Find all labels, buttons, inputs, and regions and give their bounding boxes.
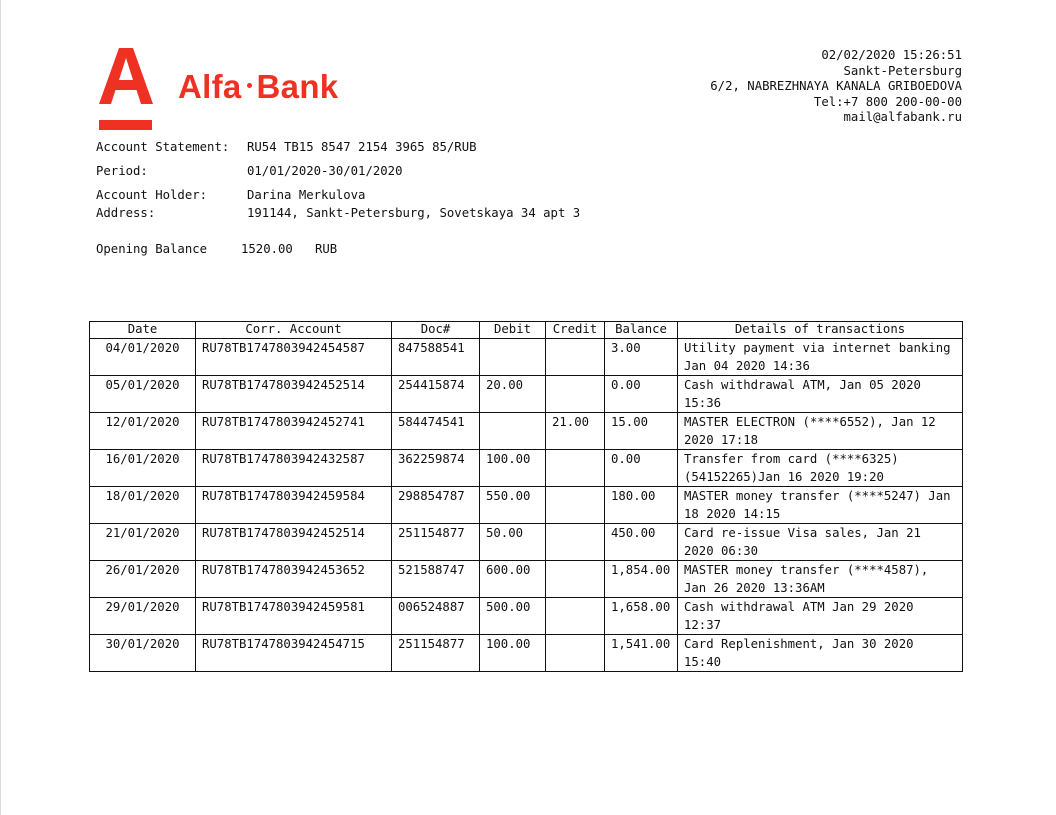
cell-debit: 600.00 (480, 561, 546, 598)
cell-corr-account: RU78TB1747803942452514 (196, 524, 392, 561)
table-row (90, 487, 963, 524)
cell-doc: 584474541 (392, 413, 480, 450)
cell-credit: 21.00 (546, 413, 605, 450)
cell-balance: 450.00 (605, 524, 678, 561)
transactions-table (89, 321, 963, 672)
table-header-row (90, 322, 963, 339)
header-debit: Debit (480, 322, 546, 339)
opening-balance-currency: RUB (315, 242, 338, 256)
cell-date: 04/01/2020 (90, 339, 196, 376)
cell-corr-account: RU78TB1747803942459584 (196, 487, 392, 524)
cell-balance: 0.00 (605, 450, 678, 487)
cell-details: Transfer from card (****6325) (54152265)Jan 16 2020 19:20 (678, 450, 963, 487)
cell-credit (546, 524, 605, 561)
cell-details: Cash withdrawal ATM, Jan 05 2020 15:36 (678, 376, 963, 413)
cell-corr-account: RU78TB1747803942454715 (196, 635, 392, 672)
bank-phone: Tel:+7 800 200-00-00 (813, 94, 962, 109)
header-date: Date (90, 322, 196, 339)
cell-balance: 1,854.00 (605, 561, 678, 598)
cell-credit (546, 635, 605, 672)
cell-doc: 251154877 (392, 635, 480, 672)
cell-date: 29/01/2020 (90, 598, 196, 635)
cell-details: Utility payment via internet banking Jan 04 2020 14:36 (678, 339, 963, 376)
cell-doc: 362259874 (392, 450, 480, 487)
account-holder-label: Account Holder: (96, 188, 208, 202)
alfa-logo-icon (98, 46, 154, 132)
table-row (90, 376, 963, 413)
cell-details: MASTER money transfer (****5247) Jan 18 2020 14:15 (678, 487, 963, 524)
cell-debit: 100.00 (480, 450, 546, 487)
table-row (90, 339, 963, 376)
cell-corr-account: RU78TB1747803942459581 (196, 598, 392, 635)
cell-balance: 0.00 (605, 376, 678, 413)
header-corr-account: Corr. Account (196, 322, 392, 339)
cell-date: 16/01/2020 (90, 450, 196, 487)
cell-corr-account: RU78TB1747803942452741 (196, 413, 392, 450)
statement-datetime: 02/02/2020 15:26:51 (821, 48, 962, 62)
brand-name (178, 68, 338, 106)
cell-date: 26/01/2020 (90, 561, 196, 598)
bank-city: Sankt-Petersburg (843, 63, 962, 78)
cell-doc: 254415874 (392, 376, 480, 413)
cell-credit (546, 450, 605, 487)
cell-debit: 100.00 (480, 635, 546, 672)
cell-doc: 847588541 (392, 339, 480, 376)
cell-balance: 15.00 (605, 413, 678, 450)
cell-balance: 1,658.00 (605, 598, 678, 635)
cell-details: MASTER money transfer (****4587), Jan 26 2020 13:36AM (678, 561, 963, 598)
cell-details: Cash withdrawal ATM Jan 29 2020 12:37 (678, 598, 963, 635)
account-statement-value: RU54 TB15 8547 2154 3965 85/RUB (247, 140, 477, 154)
table-row (90, 561, 963, 598)
table-row (90, 635, 963, 672)
brand-name-right: Bank (256, 68, 339, 105)
table-row (90, 413, 963, 450)
cell-doc: 298854787 (392, 487, 480, 524)
cell-balance: 180.00 (605, 487, 678, 524)
cell-debit: 500.00 (480, 598, 546, 635)
account-statement-label: Account Statement: (96, 140, 230, 154)
cell-debit: 20.00 (480, 376, 546, 413)
header-doc: Doc# (392, 322, 480, 339)
cell-details: MASTER ELECTRON (****6552), Jan 12 2020 17:18 (678, 413, 963, 450)
cell-credit (546, 598, 605, 635)
cell-corr-account: RU78TB1747803942453652 (196, 561, 392, 598)
cell-date: 18/01/2020 (90, 487, 196, 524)
cell-date: 30/01/2020 (90, 635, 196, 672)
cell-debit: 50.00 (480, 524, 546, 561)
cell-doc: 006524887 (392, 598, 480, 635)
table-row (90, 450, 963, 487)
opening-balance-value: 1520.00 (241, 242, 293, 256)
cell-credit (546, 376, 605, 413)
alfa-bank-logo (98, 46, 338, 132)
cell-date: 12/01/2020 (90, 413, 196, 450)
page-border (0, 0, 1, 815)
bank-info (710, 48, 962, 126)
header-details: Details of transactions (678, 322, 963, 339)
brand-name-left: Alfa (178, 68, 242, 105)
cell-details: Card re-issue Visa sales, Jan 21 2020 06:30 (678, 524, 963, 561)
address-label: Address: (96, 206, 156, 220)
cell-credit (546, 561, 605, 598)
cell-date: 05/01/2020 (90, 376, 196, 413)
table-row (90, 598, 963, 635)
period-value: 01/01/2020-30/01/2020 (247, 164, 403, 178)
cell-doc: 251154877 (392, 524, 480, 561)
cell-credit (546, 339, 605, 376)
opening-balance-label: Opening Balance (96, 242, 208, 256)
cell-debit (480, 413, 546, 450)
header-balance: Balance (605, 322, 678, 339)
account-holder-value: Darina Merkulova (247, 188, 366, 202)
cell-date: 21/01/2020 (90, 524, 196, 561)
cell-debit (480, 339, 546, 376)
cell-balance: 3.00 (605, 339, 678, 376)
address-value: 191144, Sankt-Petersburg, Sovetskaya 34 apt 3 (247, 206, 581, 220)
cell-balance: 1,541.00 (605, 635, 678, 672)
table-row (90, 524, 963, 561)
brand-dot (247, 83, 252, 88)
header-credit: Credit (546, 322, 605, 339)
cell-doc: 521588747 (392, 561, 480, 598)
cell-credit (546, 487, 605, 524)
cell-corr-account: RU78TB1747803942432587 (196, 450, 392, 487)
cell-corr-account: RU78TB1747803942454587 (196, 339, 392, 376)
cell-details: Card Replenishment, Jan 30 2020 15:40 (678, 635, 963, 672)
period-label: Period: (96, 164, 148, 178)
cell-debit: 550.00 (480, 487, 546, 524)
cell-corr-account: RU78TB1747803942452514 (196, 376, 392, 413)
bank-street: 6/2, NABREZHNAYA KANALA GRIBOEDOVA (710, 79, 962, 94)
bank-email: mail@alfabank.ru (843, 110, 962, 125)
